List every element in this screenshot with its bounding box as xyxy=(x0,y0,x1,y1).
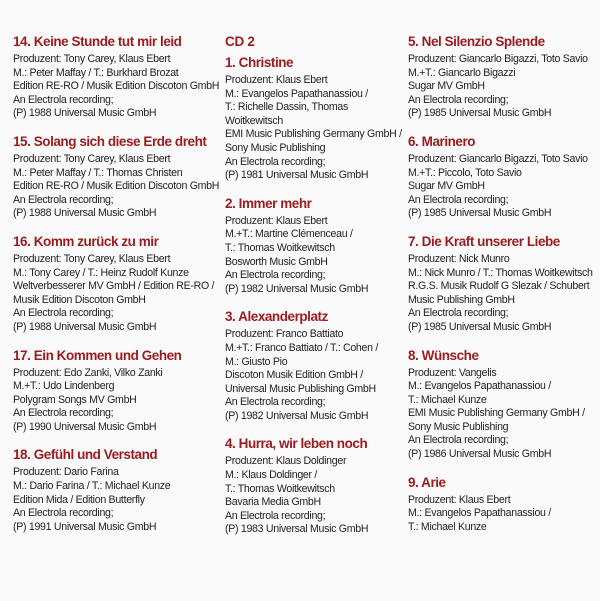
credit-line: T.: Thomas Woitkewitsch xyxy=(225,482,335,495)
credit-line: Musik Edition Discoton GmbH xyxy=(13,293,146,306)
credit-line: An Electrola recording; xyxy=(13,307,114,320)
credit-line: T.: Michael Kunze xyxy=(408,393,487,406)
credit-line: Edition RE-RO / Musik Edition Discoton GmbH xyxy=(13,180,220,193)
track-entry xyxy=(408,234,596,335)
credit-line: Sony Music Publishing xyxy=(225,141,326,154)
track-title: 9. Arie xyxy=(408,474,446,490)
credit-line: Produzent: Klaus Ebert xyxy=(225,214,328,227)
credit-line: (P) 1988 Universal Music GmbH xyxy=(13,207,157,220)
credit-line: Produzent: Tony Carey, Klaus Ebert xyxy=(13,152,171,165)
credit-line: An Electrola recording; xyxy=(13,407,114,420)
track-entry xyxy=(408,34,596,121)
track-entry xyxy=(408,348,596,462)
credit-line: An Electrola recording; xyxy=(225,155,326,168)
credit-line: Produzent: Klaus Ebert xyxy=(408,493,511,506)
track-title: 5. Nel Silenzio Splende xyxy=(408,34,545,49)
track-title: 16. Komm zurück zu mir xyxy=(13,233,159,249)
credit-line: M.: Tony Carey / T.: Heinz Rudolf Kunze xyxy=(13,266,189,279)
credit-line: M.: Peter Maffay / T.: Burkhard Brozat xyxy=(13,66,179,79)
credit-line: (P) 1982 Universal Music GmbH xyxy=(225,282,369,295)
credit-line: Produzent: Dario Farina xyxy=(13,466,119,479)
credit-line: M.: Evangelos Papathanassiou / xyxy=(408,507,551,520)
credit-line: Produzent: Nick Munro xyxy=(408,252,510,265)
credit-line: Produzent: Edo Zanki, Vilko Zanki xyxy=(13,366,163,379)
credit-line: Bavaria Media GmbH xyxy=(225,496,321,509)
credit-line: Bosworth Music GmbH xyxy=(225,255,328,268)
credit-line: Edition Mida / Edition Butterfly xyxy=(13,493,145,506)
credit-line: EMI Music Publishing Germany GmbH / xyxy=(408,407,585,420)
credit-line: (P) 1988 Universal Music GmbH xyxy=(13,320,157,333)
credit-line: Produzent: Klaus Ebert xyxy=(225,74,328,86)
credit-line: EMI Music Publishing Germany GmbH / xyxy=(225,128,402,141)
credit-line: M.: Evangelos Papathanassiou / xyxy=(408,380,551,393)
credit-line: (P) 1982 Universal Music GmbH xyxy=(225,409,369,422)
credit-line: Produzent: Giancarlo Bigazzi, Toto Savio xyxy=(408,53,588,65)
credit-line: (P) 1988 Universal Music GmbH xyxy=(13,107,157,120)
credit-line: (P) 1985 Universal Music GmbH xyxy=(408,207,552,220)
credit-line: An Electrola recording; xyxy=(225,509,326,522)
credit-line: An Electrola recording; xyxy=(13,193,114,206)
track-title: 2. Immer mehr xyxy=(225,195,312,211)
track-entry xyxy=(225,196,408,297)
track-entry xyxy=(408,134,596,221)
credit-line: T.: Thomas Woitkewitsch xyxy=(225,241,335,254)
cd-number-header: CD 2 xyxy=(225,34,255,49)
credit-line: An Electrola recording; xyxy=(225,269,326,282)
credit-line: Weltverbesserer MV GmbH / Edition RE-RO / xyxy=(13,280,215,293)
credit-line: T.: Michael Kunze xyxy=(408,520,487,533)
credit-line: M.: Giusto Pio xyxy=(225,355,288,368)
credit-line: M.+T.: Udo Lindenberg xyxy=(13,380,115,393)
credit-line: Polygram Songs MV GmbH xyxy=(13,393,137,406)
track-entry xyxy=(225,309,408,423)
credit-line: M.+T.: Piccolo, Toto Savio xyxy=(408,166,522,179)
credit-line: An Electrola recording; xyxy=(408,307,509,320)
track-title: 4. Hurra, wir leben noch xyxy=(225,436,368,452)
credit-line: (P) 1985 Universal Music GmbH xyxy=(408,107,552,120)
credit-line: Universal Music Publishing GmbH xyxy=(225,382,376,395)
credit-line: Music Publishing GmbH xyxy=(408,293,515,306)
credit-line: An Electrola recording; xyxy=(408,434,509,447)
track-entry xyxy=(13,134,225,221)
track-title: 14. Keine Stunde tut mir leid xyxy=(13,34,182,49)
credit-line: M.+T.: Martine Clémenceau / xyxy=(225,228,353,241)
track-title: 17. Ein Kommen und Gehen xyxy=(13,347,182,363)
credit-line: M.: Evangelos Papathanassiou / xyxy=(225,87,368,100)
credit-line: Edition RE-RO / Musik Edition Discoton GmbH xyxy=(13,80,220,93)
credit-line: Discoton Musik Edition GmbH / xyxy=(225,369,363,382)
credit-line: M.+T.: Franco Battiato / T.: Cohen / xyxy=(225,341,378,354)
track-title: 7. Die Kraft unserer Liebe xyxy=(408,233,560,249)
track-entry xyxy=(225,436,408,537)
credit-line: Sugar MV GmbH xyxy=(408,180,485,193)
credit-line: Produzent: Tony Carey, Klaus Ebert xyxy=(13,252,171,265)
column-tracks-14-18 xyxy=(13,34,225,601)
credit-line: Sugar MV GmbH xyxy=(408,80,485,93)
credit-line: M.: Klaus Doldinger / xyxy=(225,469,318,482)
credit-line: An Electrola recording; xyxy=(408,93,509,106)
credit-line: (P) 1981 Universal Music GmbH xyxy=(225,169,369,182)
credit-line: (P) 1990 Universal Music GmbH xyxy=(13,420,157,433)
track-title: 8. Wünsche xyxy=(408,347,479,363)
credit-line: (P) 1986 Universal Music GmbH xyxy=(408,448,552,461)
track-title: 6. Marinero xyxy=(408,133,476,149)
credit-line: (P) 1991 Universal Music GmbH xyxy=(13,520,157,533)
credit-line: M.: Dario Farina / T.: Michael Kunze xyxy=(13,480,171,493)
credit-line: An Electrola recording; xyxy=(13,507,114,520)
credit-line: Woitkewitsch xyxy=(225,114,284,127)
track-entry xyxy=(225,55,408,183)
track-entry xyxy=(408,475,596,535)
credit-line: Sony Music Publishing xyxy=(408,420,509,433)
track-title: 18. Gefühl und Verstand xyxy=(13,447,158,463)
track-title: 3. Alexanderplatz xyxy=(225,309,328,325)
credit-line: (P) 1983 Universal Music GmbH xyxy=(225,523,369,536)
credit-line: T.: Richelle Dassin, Thomas xyxy=(225,101,348,114)
credit-line: An Electrola recording; xyxy=(225,396,326,409)
track-entry xyxy=(13,348,225,435)
credit-line: Produzent: Franco Battiato xyxy=(225,328,344,341)
column-tracks-5-9 xyxy=(408,34,596,601)
credit-line: An Electrola recording; xyxy=(13,93,114,106)
credit-line: M.: Nick Munro / T.: Thomas Woitkewitsch xyxy=(408,266,593,279)
credit-line: An Electrola recording; xyxy=(408,193,509,206)
track-entry xyxy=(13,34,225,121)
track-entry xyxy=(13,447,225,534)
track-title: 15. Solang sich diese Erde dreht xyxy=(13,133,207,149)
credit-line: Produzent: Vangelis xyxy=(408,366,497,379)
credit-line: Produzent: Tony Carey, Klaus Ebert xyxy=(13,53,171,65)
credit-line: Produzent: Giancarlo Bigazzi, Toto Savio xyxy=(408,152,588,165)
credit-line: M.: Peter Maffay / T.: Thomas Christen xyxy=(13,166,183,179)
track-entry xyxy=(13,234,225,335)
credit-line: Produzent: Klaus Doldinger xyxy=(225,455,347,468)
credit-line: M.+T.: Giancarlo Bigazzi xyxy=(408,66,516,79)
column-cd2-tracks-1-4 xyxy=(225,34,408,601)
credit-line: (P) 1985 Universal Music GmbH xyxy=(408,320,552,333)
credit-line: R.G.S. Musik Rudolf G Slezak / Schubert xyxy=(408,280,590,293)
track-title: 1. Christine xyxy=(225,55,294,70)
